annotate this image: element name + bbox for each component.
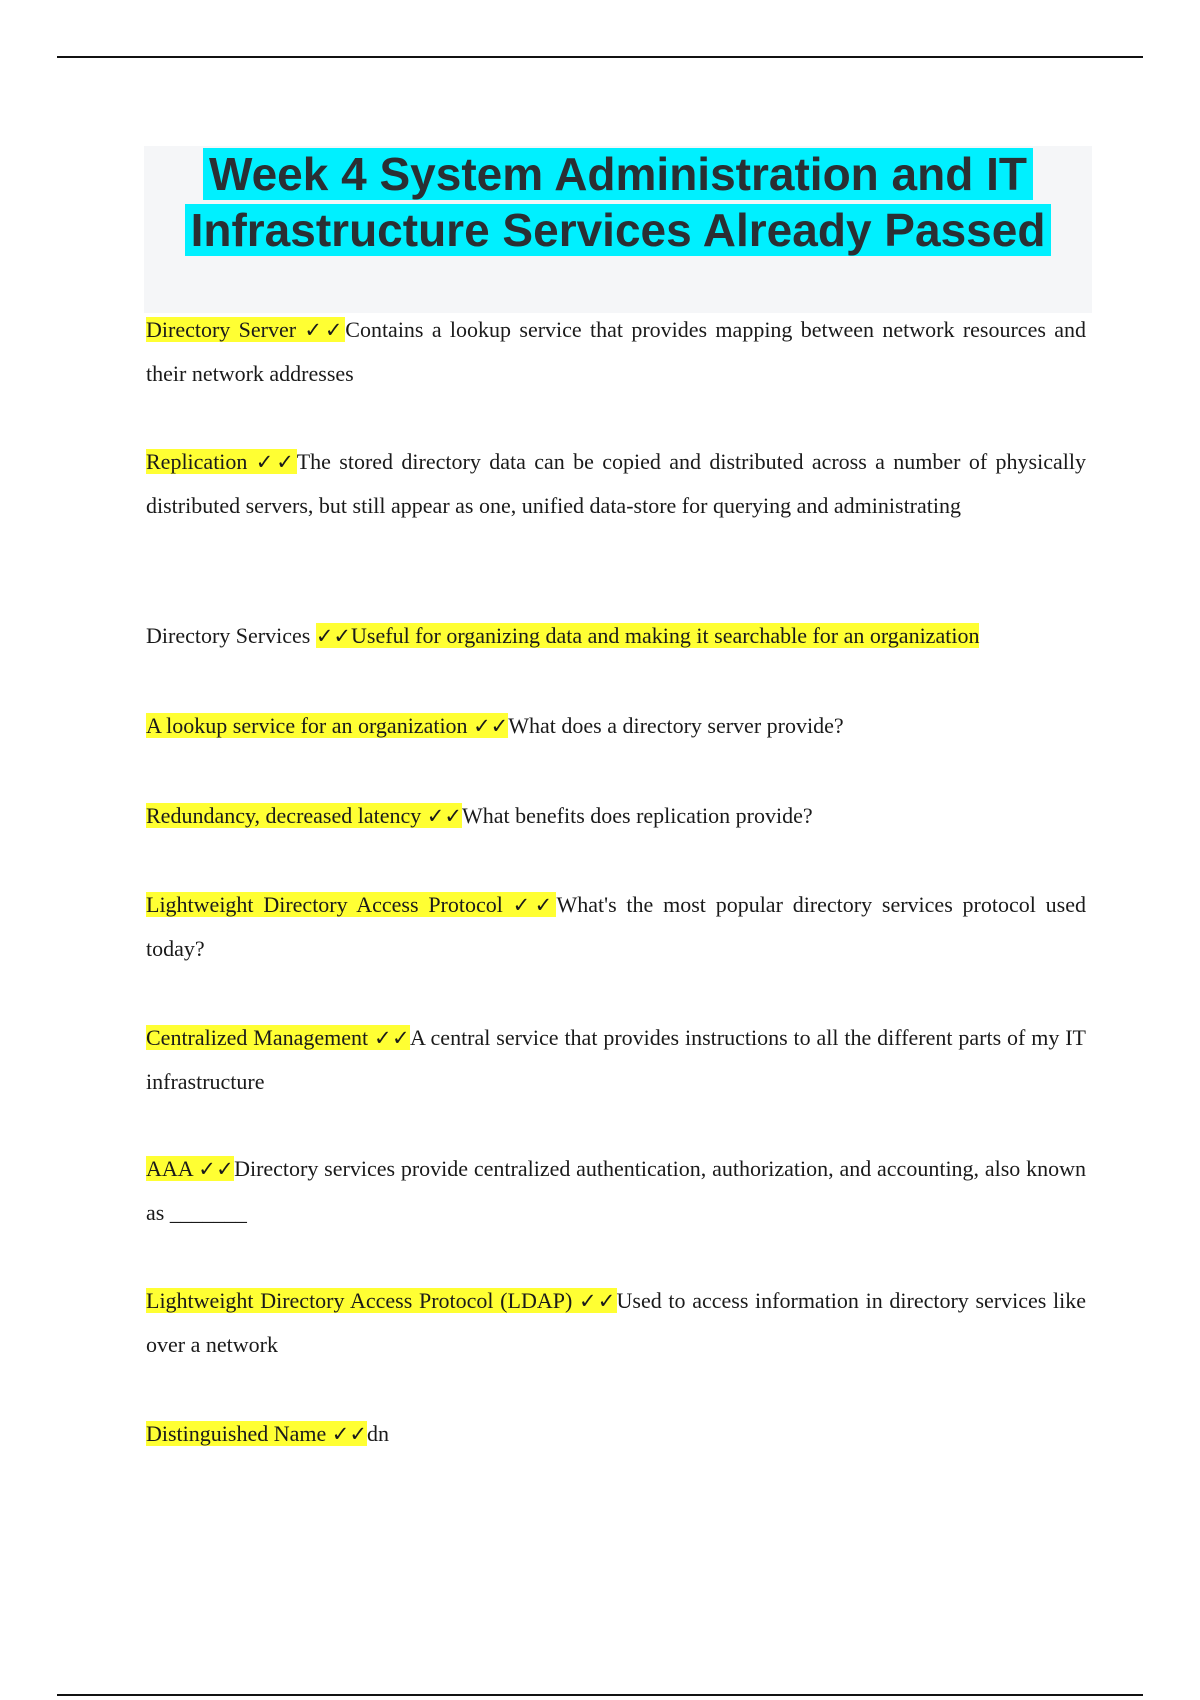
term: Centralized Management: [146, 1025, 375, 1050]
check-icon: ✓✓: [255, 450, 297, 474]
qa-item-redundancy: [146, 794, 1086, 838]
term-highlight: [146, 1288, 617, 1313]
qa-item-lookup-service: [146, 704, 1086, 748]
title-box: [144, 146, 1092, 313]
check-icon: ✓✓: [426, 804, 462, 828]
term-highlight: [146, 317, 345, 342]
check-icon: ✓✓: [331, 1422, 367, 1446]
check-icon: ✓✓: [473, 714, 509, 738]
definition: A central service that provides instructions to all the different parts of my IT infrastructure: [146, 1025, 1086, 1094]
definition: dn: [366, 1421, 389, 1446]
qa-item-replication: [146, 440, 1086, 528]
title-line-1: Week 4 System Administration and IT: [203, 148, 1033, 200]
term: A lookup service for an organization: [146, 713, 474, 738]
term: Redundancy, decreased latency: [146, 803, 427, 828]
term-highlight: [146, 449, 297, 474]
term-highlight: [146, 803, 462, 828]
definition: What does a directory server provide?: [508, 713, 844, 738]
term: Distinguished Name: [146, 1421, 332, 1446]
term-highlight: [146, 1156, 234, 1181]
term: Replication: [146, 449, 256, 474]
definition: The stored directory data can be copied and distributed across a number of physically distributed servers, but still appear as one, unified data-store for querying and administrating: [146, 449, 1086, 518]
bottom-rule: [57, 1694, 1143, 1696]
check-icon: ✓✓: [512, 893, 557, 917]
term: Directory Server: [146, 317, 305, 342]
check-icon: ✓✓: [304, 318, 346, 342]
term: Lightweight Directory Access Protocol (LDAP): [146, 1288, 579, 1313]
definition: What's the most popular directory services protocol used today?: [146, 892, 1086, 961]
term-highlight: [146, 1025, 410, 1050]
check-icon: ✓✓: [315, 624, 352, 648]
qa-item-centralized-management: [146, 1016, 1086, 1104]
qa-item-distinguished-name: [146, 1412, 1086, 1456]
definition-highlight: [316, 623, 980, 648]
term-highlight: [146, 1421, 367, 1446]
definition: Useful for organizing data and making it searchable for an organization: [351, 623, 980, 648]
qa-item-ldap-access: [146, 1279, 1086, 1367]
term: Lightweight Directory Access Protocol: [146, 892, 513, 917]
document-title: [144, 146, 1092, 258]
term: AAA: [146, 1156, 199, 1181]
qa-item-directory-server: [146, 308, 1086, 396]
check-icon: ✓✓: [374, 1026, 410, 1050]
qa-item-ldap-popular: [146, 883, 1086, 971]
definition: What benefits does replication provide?: [461, 803, 813, 828]
definition: Directory services provide centralized authentication, authorization, and accounting, also known as _______: [146, 1156, 1086, 1225]
definition: Used to access information in directory services like over a network: [146, 1288, 1086, 1357]
qa-item-directory-services: [146, 614, 1086, 658]
term: Directory Services: [146, 623, 316, 648]
title-line-2: Infrastructure Services Already Passed: [185, 204, 1052, 256]
top-rule: [57, 56, 1143, 58]
term-highlight: [146, 892, 556, 917]
term-highlight: [146, 713, 508, 738]
qa-item-aaa: [146, 1147, 1086, 1235]
check-icon: ✓✓: [198, 1157, 235, 1181]
definition: Contains a lookup service that provides mapping between network resources and their network addresses: [146, 317, 1086, 386]
check-icon: ✓✓: [578, 1289, 617, 1313]
